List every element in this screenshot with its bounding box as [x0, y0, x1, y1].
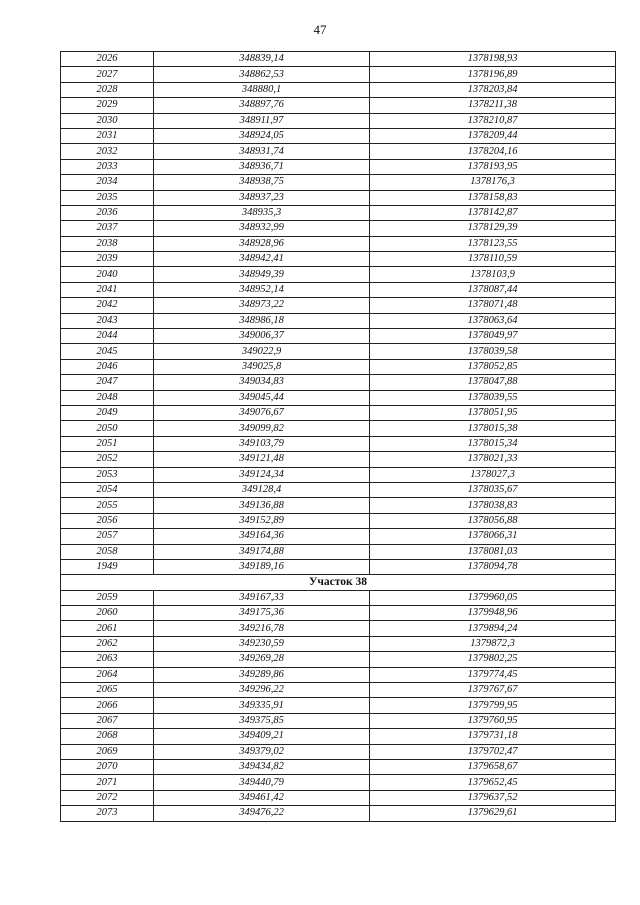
x-coordinate: 348986,18	[154, 313, 370, 328]
y-coordinate: 1379652,45	[370, 775, 616, 790]
table-row	[61, 636, 616, 651]
y-coordinate: 1378081,03	[370, 544, 616, 559]
table-row	[61, 452, 616, 467]
y-coordinate: 1379872,3	[370, 636, 616, 651]
table-row	[61, 221, 616, 236]
y-coordinate: 1379702,47	[370, 744, 616, 759]
x-coordinate: 348936,71	[154, 159, 370, 174]
table-row	[61, 606, 616, 621]
point-number: 2035	[61, 190, 154, 205]
x-coordinate: 348931,74	[154, 144, 370, 159]
x-coordinate: 348897,76	[154, 98, 370, 113]
table-row	[61, 82, 616, 97]
table-row	[61, 590, 616, 605]
point-number: 2043	[61, 313, 154, 328]
table-row	[61, 236, 616, 251]
x-coordinate: 348935,3	[154, 205, 370, 220]
point-number: 2039	[61, 252, 154, 267]
x-coordinate: 349189,16	[154, 559, 370, 574]
point-number: 2069	[61, 744, 154, 759]
point-number: 2044	[61, 329, 154, 344]
point-number: 2063	[61, 652, 154, 667]
table-row	[61, 313, 616, 328]
table-row	[61, 252, 616, 267]
x-coordinate: 348911,97	[154, 113, 370, 128]
point-number: 2067	[61, 713, 154, 728]
table-row	[61, 298, 616, 313]
point-number: 2026	[61, 52, 154, 67]
point-number: 2033	[61, 159, 154, 174]
y-coordinate: 1378103,9	[370, 267, 616, 282]
y-coordinate: 1378015,38	[370, 421, 616, 436]
y-coordinate: 1378071,48	[370, 298, 616, 313]
point-number: 2056	[61, 513, 154, 528]
point-number: 2050	[61, 421, 154, 436]
table-row	[61, 790, 616, 805]
point-number: 2041	[61, 282, 154, 297]
x-coordinate: 349335,91	[154, 698, 370, 713]
table-row	[61, 467, 616, 482]
x-coordinate: 349269,28	[154, 652, 370, 667]
x-coordinate: 349409,21	[154, 729, 370, 744]
y-coordinate: 1378210,87	[370, 113, 616, 128]
x-coordinate: 349164,36	[154, 529, 370, 544]
x-coordinate: 349296,22	[154, 683, 370, 698]
rows-before-section	[61, 52, 616, 575]
table-row	[61, 759, 616, 774]
point-number: 2065	[61, 683, 154, 698]
section-header-group	[61, 575, 616, 590]
table-row	[61, 67, 616, 82]
x-coordinate: 348973,22	[154, 298, 370, 313]
point-number: 2031	[61, 128, 154, 143]
y-coordinate: 1378087,44	[370, 282, 616, 297]
y-coordinate: 1378129,39	[370, 221, 616, 236]
y-coordinate: 1378049,97	[370, 329, 616, 344]
table-row	[61, 113, 616, 128]
point-number: 2036	[61, 205, 154, 220]
point-number: 2048	[61, 390, 154, 405]
x-coordinate: 349289,86	[154, 667, 370, 682]
table-row	[61, 98, 616, 113]
point-number: 2042	[61, 298, 154, 313]
table-row	[61, 359, 616, 374]
table-row	[61, 128, 616, 143]
table-row	[61, 621, 616, 636]
point-number: 2051	[61, 436, 154, 451]
y-coordinate: 1379774,45	[370, 667, 616, 682]
x-coordinate: 348928,96	[154, 236, 370, 251]
y-coordinate: 1379894,24	[370, 621, 616, 636]
table-row	[61, 775, 616, 790]
x-coordinate: 349230,59	[154, 636, 370, 651]
x-coordinate: 348952,14	[154, 282, 370, 297]
x-coordinate: 349379,02	[154, 744, 370, 759]
point-number: 2055	[61, 498, 154, 513]
x-coordinate: 349136,88	[154, 498, 370, 513]
section-title: Участок 38	[61, 575, 616, 590]
page-number: 47	[313, 22, 327, 37]
x-coordinate: 349006,37	[154, 329, 370, 344]
y-coordinate: 1378051,95	[370, 405, 616, 420]
x-coordinate: 349461,42	[154, 790, 370, 805]
x-coordinate: 349174,88	[154, 544, 370, 559]
point-number: 2062	[61, 636, 154, 651]
x-coordinate: 348942,41	[154, 252, 370, 267]
point-number: 2053	[61, 467, 154, 482]
table-row	[61, 175, 616, 190]
point-number: 2030	[61, 113, 154, 128]
table-row	[61, 513, 616, 528]
y-coordinate: 1378063,64	[370, 313, 616, 328]
point-number: 2072	[61, 790, 154, 805]
table-row	[61, 806, 616, 821]
table-row	[61, 375, 616, 390]
point-number: 2052	[61, 452, 154, 467]
y-coordinate: 1378047,88	[370, 375, 616, 390]
x-coordinate: 349045,44	[154, 390, 370, 405]
x-coordinate: 349375,85	[154, 713, 370, 728]
table-row	[61, 421, 616, 436]
y-coordinate: 1379760,95	[370, 713, 616, 728]
y-coordinate: 1379960,05	[370, 590, 616, 605]
table-row	[61, 282, 616, 297]
x-coordinate: 349034,83	[154, 375, 370, 390]
table-row	[61, 559, 616, 574]
y-coordinate: 1379658,67	[370, 759, 616, 774]
y-coordinate: 1379767,67	[370, 683, 616, 698]
y-coordinate: 1378052,85	[370, 359, 616, 374]
x-coordinate: 349128,4	[154, 482, 370, 497]
y-coordinate: 1378039,55	[370, 390, 616, 405]
table-row	[61, 405, 616, 420]
y-coordinate: 1378203,84	[370, 82, 616, 97]
x-coordinate: 349216,78	[154, 621, 370, 636]
table-row	[61, 713, 616, 728]
x-coordinate: 349025,8	[154, 359, 370, 374]
y-coordinate: 1378110,59	[370, 252, 616, 267]
point-number: 2046	[61, 359, 154, 374]
x-coordinate: 349440,79	[154, 775, 370, 790]
x-coordinate: 349099,82	[154, 421, 370, 436]
y-coordinate: 1378015,34	[370, 436, 616, 451]
x-coordinate: 349152,89	[154, 513, 370, 528]
y-coordinate: 1378196,89	[370, 67, 616, 82]
point-number: 2066	[61, 698, 154, 713]
y-coordinate: 1379637,52	[370, 790, 616, 805]
table-row	[61, 729, 616, 744]
point-number: 2047	[61, 375, 154, 390]
y-coordinate: 1378035,67	[370, 482, 616, 497]
point-number: 2038	[61, 236, 154, 251]
x-coordinate: 349476,22	[154, 806, 370, 821]
x-coordinate: 348937,23	[154, 190, 370, 205]
x-coordinate: 348932,99	[154, 221, 370, 236]
point-number: 2054	[61, 482, 154, 497]
y-coordinate: 1378027,3	[370, 467, 616, 482]
y-coordinate: 1378094,78	[370, 559, 616, 574]
table-row	[61, 698, 616, 713]
point-number: 2068	[61, 729, 154, 744]
table-row	[61, 390, 616, 405]
y-coordinate: 1378066,31	[370, 529, 616, 544]
y-coordinate: 1378056,88	[370, 513, 616, 528]
coordinates-table	[60, 51, 616, 822]
point-number: 2060	[61, 606, 154, 621]
y-coordinate: 1379629,61	[370, 806, 616, 821]
point-number: 2045	[61, 344, 154, 359]
y-coordinate: 1378198,93	[370, 52, 616, 67]
y-coordinate: 1378176,3	[370, 175, 616, 190]
table-row	[61, 190, 616, 205]
point-number: 2037	[61, 221, 154, 236]
point-number: 2049	[61, 405, 154, 420]
x-coordinate: 349175,36	[154, 606, 370, 621]
table-row	[61, 498, 616, 513]
rows-after-section	[61, 590, 616, 821]
x-coordinate: 349121,48	[154, 452, 370, 467]
y-coordinate: 1378211,38	[370, 98, 616, 113]
point-number: 2028	[61, 82, 154, 97]
y-coordinate: 1379731,18	[370, 729, 616, 744]
section-header-row	[61, 575, 616, 590]
point-number: 2057	[61, 529, 154, 544]
x-coordinate: 349103,79	[154, 436, 370, 451]
table-row	[61, 205, 616, 220]
point-number: 2061	[61, 621, 154, 636]
point-number: 2059	[61, 590, 154, 605]
y-coordinate: 1379802,25	[370, 652, 616, 667]
y-coordinate: 1378204,16	[370, 144, 616, 159]
y-coordinate: 1378039,58	[370, 344, 616, 359]
point-number: 2040	[61, 267, 154, 282]
y-coordinate: 1378209,44	[370, 128, 616, 143]
point-number: 2032	[61, 144, 154, 159]
point-number: 2073	[61, 806, 154, 821]
x-coordinate: 348839,14	[154, 52, 370, 67]
table-row	[61, 52, 616, 67]
table-row	[61, 267, 616, 282]
y-coordinate: 1378142,87	[370, 205, 616, 220]
table-row	[61, 144, 616, 159]
x-coordinate: 348862,53	[154, 67, 370, 82]
point-number: 2070	[61, 759, 154, 774]
y-coordinate: 1378193,95	[370, 159, 616, 174]
x-coordinate: 349124,34	[154, 467, 370, 482]
table-row	[61, 744, 616, 759]
x-coordinate: 348880,1	[154, 82, 370, 97]
table-row	[61, 683, 616, 698]
table-row	[61, 344, 616, 359]
table-row	[61, 667, 616, 682]
point-number: 2034	[61, 175, 154, 190]
x-coordinate: 349434,82	[154, 759, 370, 774]
table-row	[61, 436, 616, 451]
y-coordinate: 1379799,95	[370, 698, 616, 713]
x-coordinate: 349022,9	[154, 344, 370, 359]
y-coordinate: 1378158,83	[370, 190, 616, 205]
x-coordinate: 348938,75	[154, 175, 370, 190]
point-number: 2064	[61, 667, 154, 682]
y-coordinate: 1378038,83	[370, 498, 616, 513]
y-coordinate: 1378021,33	[370, 452, 616, 467]
point-number: 2058	[61, 544, 154, 559]
table-row	[61, 159, 616, 174]
table-row	[61, 482, 616, 497]
x-coordinate: 349076,67	[154, 405, 370, 420]
point-number: 1949	[61, 559, 154, 574]
y-coordinate: 1378123,55	[370, 236, 616, 251]
point-number: 2027	[61, 67, 154, 82]
point-number: 2029	[61, 98, 154, 113]
table-row	[61, 652, 616, 667]
x-coordinate: 348924,05	[154, 128, 370, 143]
table-row	[61, 544, 616, 559]
table-row	[61, 329, 616, 344]
x-coordinate: 348949,39	[154, 267, 370, 282]
x-coordinate: 349167,33	[154, 590, 370, 605]
point-number: 2071	[61, 775, 154, 790]
table-row	[61, 529, 616, 544]
y-coordinate: 1379948,96	[370, 606, 616, 621]
